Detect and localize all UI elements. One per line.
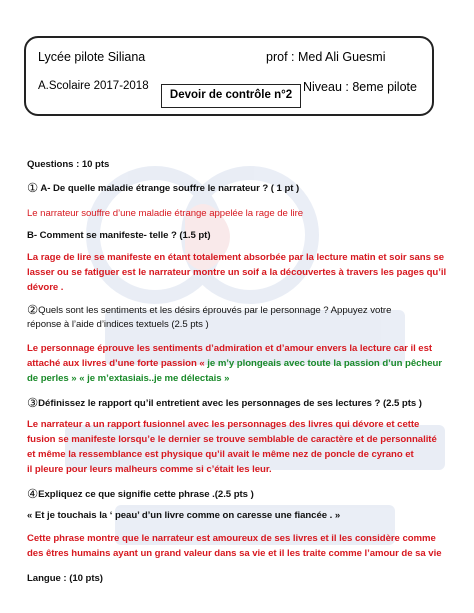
question-3-text: Définissez le rapport qu’il entretient avec les personnages de ses lectures ? (2.5 pts ): [38, 398, 422, 409]
number-two-icon: ②: [27, 303, 39, 317]
answer-4-line: des êtres humains ayant un grand valeur dans sa vie et il les traite comme l’amour de sa vie: [27, 548, 442, 559]
questions-heading: Questions : 10 pts: [27, 159, 110, 170]
school-name: Lycée pilote Siliana: [38, 50, 146, 64]
number-four-icon: ④: [27, 487, 39, 501]
school-year: A.Scolaire 2017-2018: [38, 80, 149, 92]
answer-2-quote: je m’y plongeais avec toute la passion d’un pêcheur: [207, 358, 442, 369]
answer-1b-line: dévore .: [27, 282, 64, 293]
answer-1b-line: La rage de lire se manifeste en étant totalement absorbée par la lecture matin et soir sans se: [27, 252, 445, 263]
teacher-name: prof : Med Ali Guesmi: [266, 50, 386, 64]
header-box: [24, 36, 434, 116]
answer-3-line: fusion se manifeste lorsqu’e le dernier se trouve semblable de caractère et de personnalité: [27, 434, 437, 445]
answer-3-line: il pleure pour leurs malheurs comme si c’était les leur.: [27, 464, 272, 475]
question-1b: B- Comment se manifeste- telle ? (1.5 pt): [27, 230, 211, 241]
answer-1a: Le narrateur souffre d’une maladie étrange appelée la rage de lire: [27, 208, 303, 219]
class-level: Niveau : 8eme pilote: [303, 80, 417, 94]
answer-4-line: Cette phrase montre que le narrateur est amoureux de ses livres et il les considère comme: [27, 533, 436, 544]
question-1a-text: A- De quelle maladie étrange souffre le narrateur ? ( 1 pt ): [38, 183, 300, 194]
answer-2-red-part: attaché aux livres d’une forte passion «: [27, 358, 208, 369]
answer-3-line: Le narrateur a un rapport fusionnel avec les personnages des livres qui dévore et cette: [27, 419, 420, 430]
number-one-icon: ①: [27, 181, 39, 195]
question-4-text: Expliquez ce que signifie cette phrase .(2.5 pts ): [38, 489, 254, 500]
exam-title: Devoir de contrôle n°2: [161, 84, 301, 108]
number-three-icon: ③: [27, 396, 39, 410]
answer-3-line: et même la ressemblance est physique qu’il avait le même nez de poncle de cyrano et: [27, 449, 414, 460]
answer-2-line: Le personnage éprouve les sentiments d’admiration et d’amour envers la lecture car il est: [27, 343, 433, 354]
question-3: [27, 395, 422, 410]
question-2: [27, 302, 391, 317]
question-4: [27, 486, 254, 501]
question-4-quote: « Et je touchais la ‘ peau’ d’un livre comme on caresse une fiancée . »: [27, 510, 341, 521]
answer-2-line: [27, 358, 442, 369]
answer-1b-line: lasser ou se fatiguer est le narrateur montre un soif a la découvertes à travers les pages qu’il: [27, 267, 447, 278]
question-1a: [27, 180, 299, 195]
answer-2-quote-continued: de perles » « je m’extasiais..je me délectais »: [27, 373, 230, 384]
question-2-continued: réponse à l’aide d’indices textuels (2.5 pts ): [27, 319, 209, 330]
question-2-text: Quels sont les sentiments et les désirs éprouvés par le personnage ? Appuyez votre: [38, 305, 392, 316]
language-heading: Langue : (10 pts): [27, 573, 103, 584]
